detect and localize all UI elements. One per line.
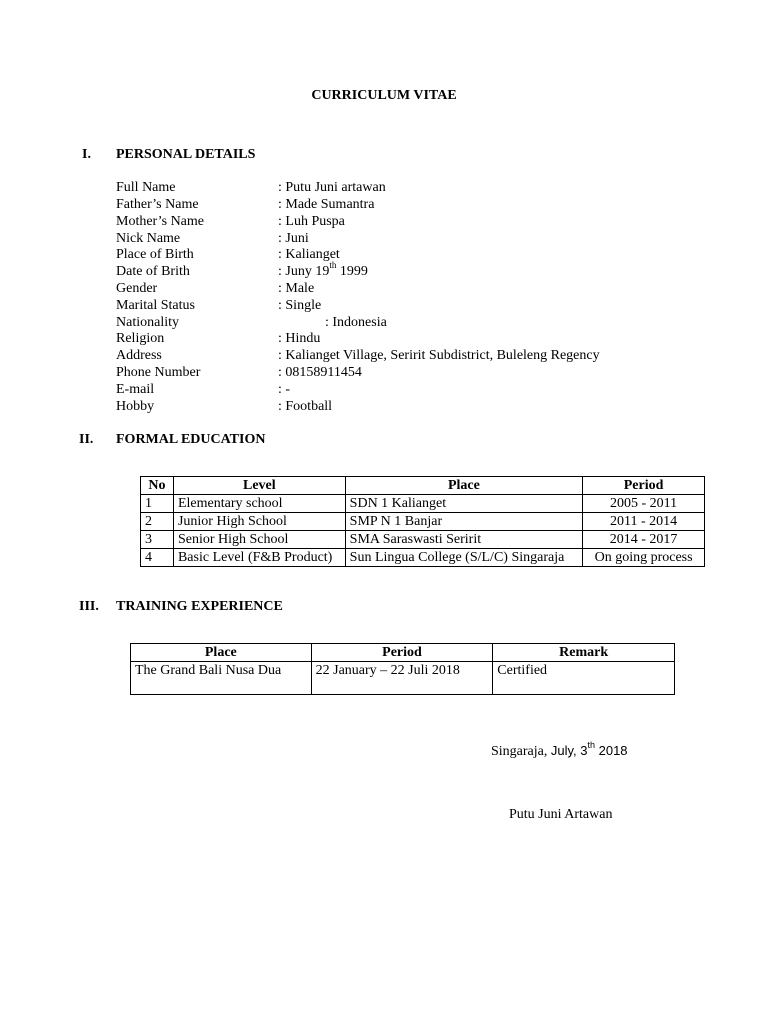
- signature-name: Putu Juni Artawan: [509, 807, 613, 822]
- header-place: Place: [345, 477, 583, 495]
- value-email: : -: [278, 382, 291, 397]
- training-table: [130, 643, 675, 695]
- label-mothers-name: Mother’s Name: [116, 214, 204, 229]
- cell-no: 2: [141, 513, 174, 531]
- label-nick-name: Nick Name: [116, 231, 181, 246]
- cell-period: On going process: [583, 549, 705, 567]
- cell-period: 2011 - 2014: [583, 513, 705, 531]
- value-nationality: : Indonesia: [325, 315, 387, 330]
- education-table: [140, 476, 705, 567]
- cell-place: Sun Lingua College (S/L/C) Singaraja: [345, 549, 583, 567]
- value-gender: : Male: [278, 281, 315, 296]
- label-gender: Gender: [116, 281, 158, 296]
- cell-level: Senior High School: [173, 531, 345, 549]
- value-date-of-birth: [278, 260, 368, 280]
- cell-place: SMP N 1 Banjar: [345, 513, 583, 531]
- header-place: Place: [131, 644, 312, 662]
- value-religion: : Hindu: [278, 331, 321, 346]
- dob-main: : Juny 19: [278, 264, 330, 279]
- label-phone-number: Phone Number: [116, 365, 201, 380]
- value-phone-number: : 08158911454: [278, 365, 362, 380]
- value-nick-name: : Juni: [278, 231, 309, 246]
- cell-place: SDN 1 Kalianget: [345, 495, 583, 513]
- value-marital-status: : Single: [278, 298, 322, 313]
- cell-period: 22 January – 22 Juli 2018: [311, 662, 493, 695]
- signature-place: Singaraja,: [491, 744, 551, 759]
- cell-no: 1: [141, 495, 174, 513]
- cell-place: The Grand Bali Nusa Dua: [131, 662, 312, 695]
- signature-place-date: [491, 742, 628, 760]
- dob-suffix: th: [329, 260, 337, 271]
- cell-no: 4: [141, 549, 174, 567]
- header-no: No: [141, 477, 174, 495]
- dob-year: 1999: [336, 264, 368, 279]
- label-hobby: Hobby: [116, 399, 155, 414]
- section-title-education: FORMAL EDUCATION: [116, 432, 266, 447]
- value-hobby: : Football: [278, 399, 333, 414]
- section-number-personal: I.: [82, 147, 91, 162]
- label-nationality: Nationality: [116, 315, 179, 330]
- cell-level: Elementary school: [173, 495, 345, 513]
- label-fathers-name: Father’s Name: [116, 197, 199, 212]
- signature-date-suffix: th: [587, 740, 595, 751]
- label-marital-status: Marital Status: [116, 298, 195, 313]
- training-header-row: [131, 644, 675, 662]
- header-level: Level: [173, 477, 345, 495]
- label-full-name: Full Name: [116, 180, 176, 195]
- document-title: CURRICULUM VITAE: [311, 88, 457, 103]
- table-row: [131, 662, 675, 695]
- section-number-education: II.: [79, 432, 94, 447]
- cell-place: SMA Saraswasti Seririt: [345, 531, 583, 549]
- education-header-row: [141, 477, 705, 495]
- signature-year: 2018: [595, 743, 628, 758]
- header-period: Period: [583, 477, 705, 495]
- value-address: : Kalianget Village, Seririt Subdistrict, Buleleng Regency: [278, 348, 600, 363]
- cell-no: 3: [141, 531, 174, 549]
- value-full-name: : Putu Juni artawan: [278, 180, 386, 195]
- cell-level: Junior High School: [173, 513, 345, 531]
- cell-level: Basic Level (F&B Product): [173, 549, 345, 567]
- label-place-of-birth: Place of Birth: [116, 247, 194, 262]
- header-period: Period: [311, 644, 493, 662]
- signature-date: July, 3: [550, 743, 588, 758]
- cell-remark: Certified: [493, 662, 675, 695]
- section-title-training: TRAINING EXPERIENCE: [116, 599, 283, 614]
- table-row: [141, 495, 705, 513]
- table-row: [141, 531, 705, 549]
- label-address: Address: [116, 348, 162, 363]
- table-row: [141, 549, 705, 567]
- label-religion: Religion: [116, 331, 165, 346]
- label-email: E-mail: [116, 382, 155, 397]
- label-date-of-birth: Date of Brith: [116, 264, 190, 279]
- value-mothers-name: : Luh Puspa: [278, 214, 345, 229]
- cell-period: 2014 - 2017: [583, 531, 705, 549]
- header-remark: Remark: [493, 644, 675, 662]
- table-row: [141, 513, 705, 531]
- section-number-training: III.: [79, 599, 99, 614]
- cell-period: 2005 - 2011: [583, 495, 705, 513]
- value-place-of-birth: : Kalianget: [278, 247, 340, 262]
- value-fathers-name: : Made Sumantra: [278, 197, 375, 212]
- section-title-personal: PERSONAL DETAILS: [116, 147, 256, 162]
